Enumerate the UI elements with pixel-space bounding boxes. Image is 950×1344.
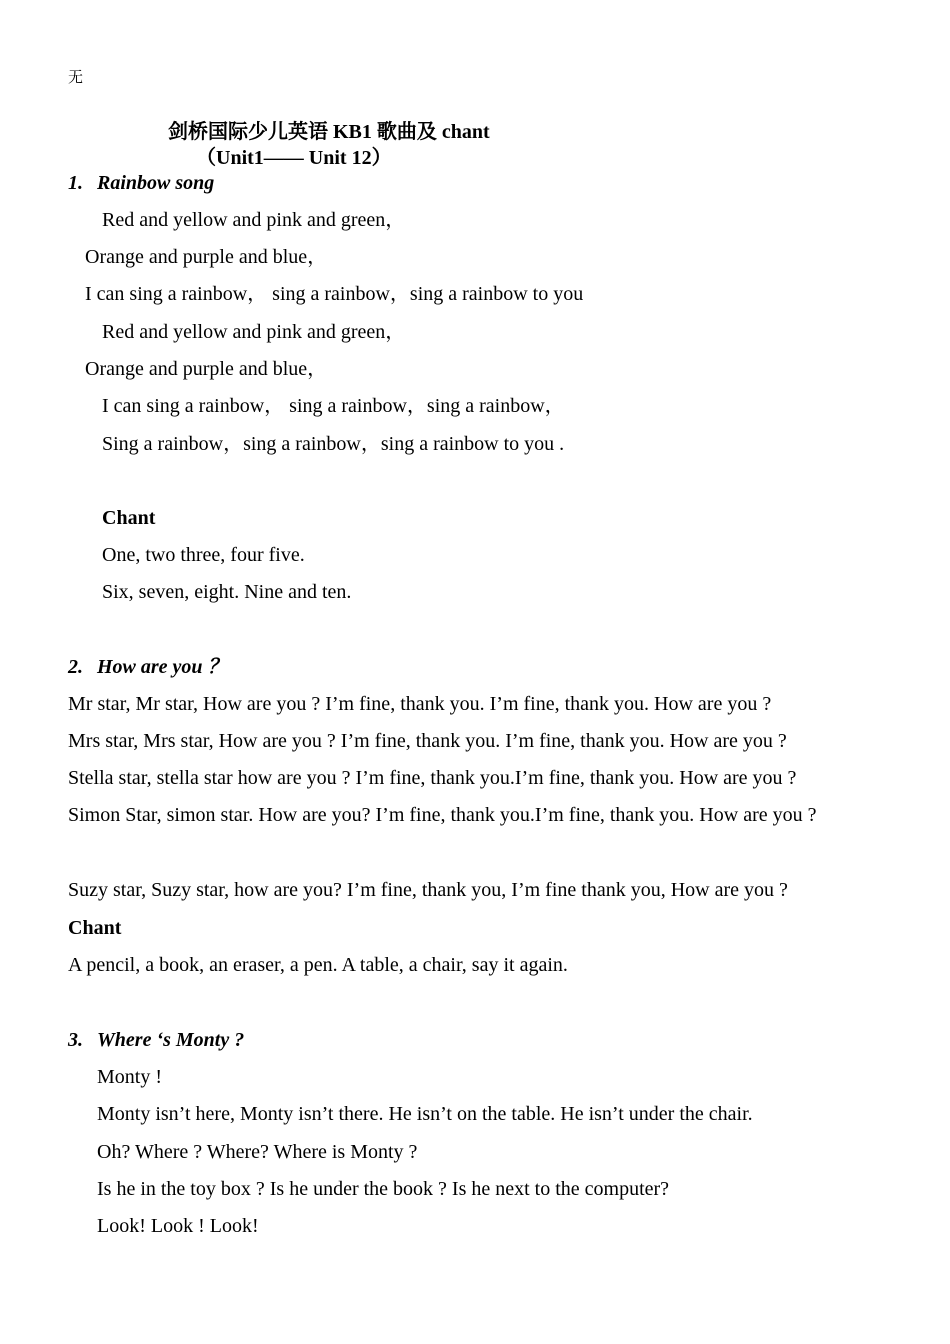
document-subtitle: （Unit1—— Unit 12） bbox=[196, 147, 392, 169]
lyric-line: Suzy star, Suzy star, how are you? I’m fine, thank you, I’m fine thank you, How are you ? bbox=[68, 879, 788, 901]
lyric-line: Red and yellow and pink and green， bbox=[102, 209, 406, 231]
lyric-line: Is he in the toy box ? Is he under the book ? Is he next to the computer? bbox=[97, 1178, 670, 1200]
section-title: Rainbow song bbox=[97, 172, 215, 194]
section-heading bbox=[68, 655, 228, 679]
lyric-line: Mr star, Mr star, How are you ? I’m fine, thank you. I’m fine, thank you. How are you ? bbox=[68, 693, 772, 715]
chant-line: Six, seven, eight. Nine and ten. bbox=[102, 581, 352, 603]
lyric-line: Orange and purple and blue， bbox=[85, 246, 328, 268]
section-heading bbox=[68, 171, 214, 195]
lyric-line: Monty isn’t here, Monty isn’t there. He isn’t on the table. He isn’t under the chair. bbox=[97, 1103, 753, 1125]
lyric-line: Monty ! bbox=[97, 1066, 162, 1088]
lyric-line: I can sing a rainbow， sing a rainbow，sing a rainbow， bbox=[102, 395, 565, 417]
chant-label: Chant bbox=[68, 917, 122, 939]
section-title: How are you ？ bbox=[97, 656, 228, 678]
lyric-line: Mrs star, Mrs star, How are you ? I’m fine, thank you. I’m fine, thank you. How are you ? bbox=[68, 730, 787, 752]
chant-label: Chant bbox=[102, 507, 156, 529]
section-heading bbox=[68, 1028, 244, 1052]
lyric-line: Oh? Where ? Where? Where is Monty ? bbox=[97, 1141, 418, 1163]
document-title: 剑桥国际少儿英语 KB1 歌曲及 chant bbox=[168, 121, 490, 143]
header-note: 无 bbox=[68, 70, 84, 86]
lyric-paragraph: Simon Star, simon star. How are you? I’m fine, thank you.I’m fine, thank you. How are you ? bbox=[68, 804, 817, 826]
chant-line: A pencil, a book, an eraser, a pen. A table, a chair, say it again. bbox=[68, 954, 568, 976]
lyric-line: Red and yellow and pink and green， bbox=[102, 321, 406, 343]
section-number: 3. bbox=[68, 1029, 83, 1051]
chant-line: One, two three, four five. bbox=[102, 544, 305, 566]
section-number: 1. bbox=[68, 172, 83, 194]
section-title: Where ‘s Monty ? bbox=[97, 1029, 245, 1051]
lyric-line: Sing a rainbow，sing a rainbow，sing a rainbow to you . bbox=[102, 433, 565, 455]
lyric-line: Look! Look ! Look! bbox=[97, 1215, 259, 1237]
section-number: 2. bbox=[68, 656, 83, 678]
lyric-line: Orange and purple and blue， bbox=[85, 358, 328, 380]
lyric-line: Stella star, stella star how are you ? I’m fine, thank you.I’m fine, thank you. How are you ? bbox=[68, 767, 797, 789]
lyric-line: I can sing a rainbow， sing a rainbow，sing a rainbow to you bbox=[85, 283, 584, 305]
